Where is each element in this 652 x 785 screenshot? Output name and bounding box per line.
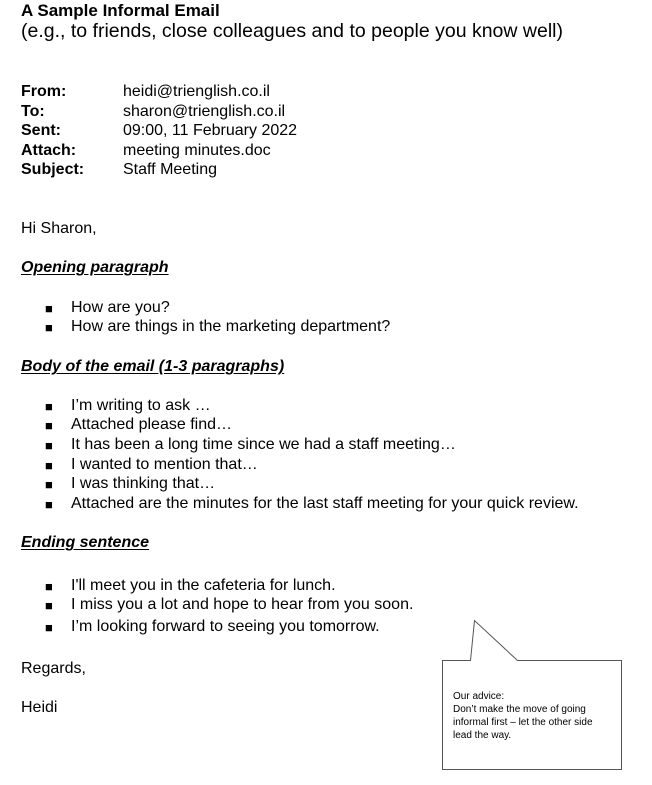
bullet-marker: ■ (45, 620, 53, 635)
bullet-marker: ■ (45, 477, 53, 492)
bullet-marker: ■ (45, 399, 53, 414)
advice-line: Don’t make the move of going (453, 704, 586, 715)
bullet-marker: ■ (45, 301, 53, 316)
bullet-marker: ■ (45, 579, 53, 594)
document-title: A Sample Informal Email (21, 1, 220, 20)
from-value: heidi@trienglish.co.il (123, 83, 270, 100)
document-subtitle: (e.g., to friends, close colleagues and to people you know well) (21, 20, 563, 42)
attach-value: meeting minutes.doc (123, 142, 271, 159)
list-item: I miss you a lot and hope to hear from you soon. (71, 596, 414, 613)
bullet-marker: ■ (45, 458, 53, 473)
bullet-marker: ■ (45, 438, 53, 453)
sent-label: Sent: (21, 122, 61, 139)
advice-title: Our advice: (453, 691, 505, 702)
list-item: Attached are the minutes for the last staff meeting for your quick review. (71, 495, 579, 512)
list-item: I’m looking forward to seeing you tomorrow. (71, 618, 380, 635)
bullet-marker: ■ (45, 497, 53, 512)
list-item: Attached please find… (71, 416, 232, 433)
section-heading-body: Body of the email (1-3 paragraphs) (21, 358, 285, 375)
list-item: How are things in the marketing department? (71, 318, 391, 335)
subject-label: Subject: (21, 161, 85, 178)
subject-value: Staff Meeting (123, 161, 217, 178)
list-item: How are you? (71, 299, 170, 316)
list-item: It has been a long time since we had a staff meeting… (71, 436, 456, 453)
closing: Regards, (21, 660, 86, 677)
sent-value: 09:00, 11 February 2022 (123, 122, 298, 139)
list-item: I’m writing to ask … (71, 397, 211, 414)
bullet-marker: ■ (45, 598, 53, 613)
advice-callout (453, 690, 618, 742)
bullet-marker: ■ (45, 418, 53, 433)
to-label: To: (21, 103, 45, 120)
section-heading-opening: Opening paragraph (21, 259, 169, 276)
bullet-marker: ■ (45, 320, 53, 335)
from-label: From: (21, 83, 67, 100)
list-item: I'll meet you in the cafeteria for lunch. (71, 577, 336, 594)
advice-line: informal first – let the other side (453, 717, 593, 728)
list-item: I wanted to mention that… (71, 456, 258, 473)
to-value: sharon@trienglish.co.il (123, 103, 286, 120)
signature: Heidi (21, 699, 58, 716)
greeting: Hi Sharon, (21, 220, 97, 237)
advice-line: lead the way. (453, 730, 512, 741)
list-item: I was thinking that… (71, 475, 216, 492)
attach-label: Attach: (21, 142, 77, 159)
section-heading-ending: Ending sentence (21, 534, 150, 551)
